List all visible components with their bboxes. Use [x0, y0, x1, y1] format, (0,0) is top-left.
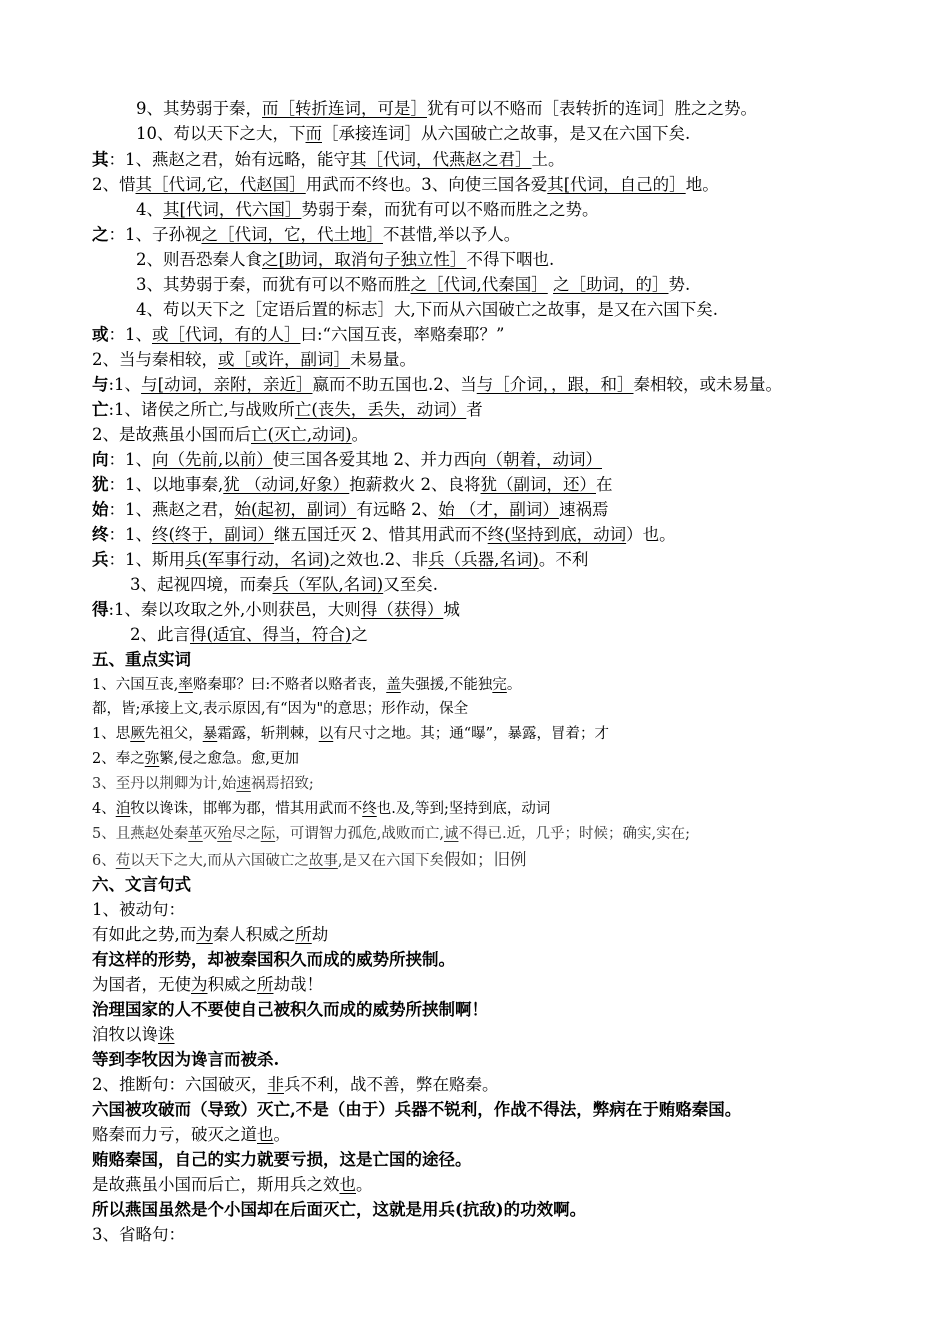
- text-segment: 祸焉招致;: [250, 776, 314, 792]
- text-segment: 灭: [202, 826, 218, 842]
- text-segment: 不甚惜,举以予人。: [383, 225, 521, 244]
- keyword-label: 得: [92, 600, 109, 619]
- annotated-term: 其［代词，代燕赵之君］: [350, 150, 532, 169]
- text-line: [136, 126, 690, 143]
- text-segment: 五、重点实词: [92, 650, 191, 669]
- annotated-term: 为: [191, 975, 208, 994]
- text-line: [92, 1027, 175, 1044]
- annotated-term: 也: [257, 1125, 274, 1144]
- text-segment: 嬴而不助五国也.2、当: [312, 375, 477, 394]
- text-segment: 使三国各爱其地 2、并力西: [272, 450, 470, 469]
- text-line: [92, 352, 416, 369]
- text-segment: 以天下之大,而从六国破亡之: [130, 853, 309, 869]
- text-line: [92, 1002, 488, 1019]
- text-segment: ）也。: [626, 525, 676, 544]
- text-segment: 曰:“六国互丧，率赂秦耶？”: [300, 325, 505, 344]
- text-line: [92, 752, 299, 767]
- annotated-term: 也: [339, 1175, 356, 1194]
- annotated-term: 际: [260, 826, 276, 842]
- text-segment: 4、苟以天下之［定语后置的标志］大,下而从六国破亡之故事，是又在六国下矣.: [136, 300, 718, 319]
- text-segment: 6、: [92, 853, 116, 869]
- annotated-term: 向（朝着，动词）: [470, 450, 602, 469]
- annotated-term: 之［代词，它，代土地］: [201, 225, 383, 244]
- text-segment: 劫: [311, 925, 329, 944]
- annotated-term: 之［助词，的］: [553, 275, 669, 294]
- text-segment: ：1、斯用: [108, 550, 185, 569]
- text-segment: 六国被攻破而（导致）灭亡,不是（由于）兵器不锐利，作战不得法，弊病在于贿赂秦国。: [92, 1100, 742, 1119]
- annotated-term: 得（获得）: [360, 600, 444, 619]
- annotated-term: 盖: [386, 677, 401, 693]
- text-segment: 洎牧以谗: [92, 1025, 158, 1044]
- keyword-label: 之: [92, 225, 109, 244]
- keyword-label: 犹: [92, 475, 109, 494]
- annotated-term: 或［代词，有的人］: [152, 325, 301, 344]
- text-segment: 有远略 2、: [356, 500, 439, 519]
- text-segment: 赂秦耶？曰:不赂者以赂者丧，: [192, 677, 387, 693]
- text-segment: 犹有可以不赂而［表转折的连词］胜之之势。: [427, 99, 757, 118]
- keyword-label: 或: [92, 325, 109, 344]
- keyword-label: 与: [92, 375, 109, 394]
- text-segment: ,是又在六国下矣: [337, 853, 444, 869]
- text-segment: :1、: [108, 375, 142, 394]
- annotated-term: 暴: [202, 726, 218, 742]
- text-segment: 城: [443, 600, 460, 619]
- text-segment: 等到李牧因为谗言而被杀.: [92, 1050, 280, 1069]
- annotated-term: 犹（副词，还）: [480, 475, 596, 494]
- text-segment: 3、其势弱于秦，而犹有可以不赂而胜: [136, 275, 411, 294]
- annotated-term: 率: [178, 677, 193, 693]
- keyword-label: 亡: [92, 400, 109, 419]
- text-line: [92, 678, 521, 693]
- text-segment: 繁,侵之愈急。愈,更加: [159, 751, 299, 767]
- text-segment: 兵不利，战不善，弊在赂秦。: [284, 1075, 499, 1094]
- text-line: [92, 977, 323, 994]
- text-line: [92, 927, 328, 944]
- text-segment: ，可谓智力孤危,战败而亡,: [275, 826, 444, 842]
- keyword-label: 其: [92, 150, 109, 169]
- text-segment: 土。: [531, 150, 565, 169]
- annotated-term: 始(起初，副词）: [234, 500, 357, 519]
- text-segment: :1、秦以攻取之外,小则获邑，大则: [108, 600, 361, 619]
- annotated-term: 终(坚持到底，动词: [487, 525, 627, 544]
- annotated-term: 向（先前,以前）: [152, 450, 273, 469]
- text-segment: 秦相较，或未易量。: [633, 375, 782, 394]
- keyword-label: 兵: [92, 550, 109, 569]
- text-segment: 尽之: [231, 826, 261, 842]
- annotated-term: 殆: [217, 826, 232, 842]
- text-segment: 1、六国互丧,: [92, 677, 179, 693]
- text-segment: 不得下咽也.: [466, 250, 555, 269]
- annotated-term: 其[代词，自己的］: [547, 175, 686, 194]
- text-segment: ：1、: [108, 450, 152, 469]
- text-segment: :1、诸侯之所亡,与战败所: [108, 400, 295, 419]
- annotated-term: 之［代词,代秦国］: [410, 275, 548, 294]
- text-segment: 2、惜: [92, 175, 136, 194]
- text-segment: 所以燕国虽然是个小国却在后面灭亡，这就是用兵(抗敌)的功效啊。: [92, 1200, 587, 1219]
- annotated-term: 非: [267, 1075, 284, 1094]
- text-segment: 2、当与秦相较，: [92, 350, 218, 369]
- text-segment: 贿赂秦国，自己的实力就要亏损，这是亡国的途径。: [92, 1150, 472, 1169]
- text-line: [92, 802, 550, 817]
- text-line: [92, 1052, 279, 1069]
- text-segment: 1、被动句：: [92, 900, 185, 919]
- text-segment: 霜露，斩荆棘，: [217, 726, 319, 742]
- annotated-term: 完: [492, 677, 507, 693]
- text-segment: 2、奉之: [92, 751, 145, 767]
- keyword-label: 始: [92, 500, 109, 519]
- text-segment: 。: [351, 425, 369, 444]
- text-line: [92, 327, 504, 344]
- text-line: [92, 602, 460, 619]
- text-segment: 者: [466, 400, 483, 419]
- text-segment: 六、文言句式: [92, 875, 191, 894]
- annotated-term: 为: [196, 925, 213, 944]
- keyword-label: 终: [92, 525, 109, 544]
- text-line: [92, 852, 526, 869]
- text-segment: 9、其势弱于秦，: [136, 99, 262, 118]
- annotated-term: 犹 （动词,好象）: [223, 475, 350, 494]
- keyword-label: 向: [92, 450, 109, 469]
- text-line: [92, 527, 676, 544]
- text-line: [92, 1227, 185, 1244]
- text-line: [136, 202, 598, 219]
- text-segment: ：1、: [108, 325, 152, 344]
- annotated-term: 兵（军队,名词): [272, 575, 384, 594]
- text-segment: 2、是故燕虽小国而后: [92, 425, 251, 444]
- text-segment: 秦人积威之: [212, 925, 296, 944]
- text-segment: 又至矣.: [383, 575, 438, 594]
- annotated-term: 终: [362, 801, 377, 817]
- text-line: [92, 952, 455, 969]
- annotated-term: 而［转折连词，可是］: [262, 99, 427, 118]
- annotated-term: 以: [318, 726, 334, 742]
- text-segment: 是故燕虽小国而后亡，斯用兵之效: [92, 1175, 340, 1194]
- text-segment: 3、起视四境，而秦: [130, 575, 273, 594]
- text-segment: 不得已.近，几乎；时候；确实,实在;: [458, 826, 691, 842]
- text-segment: 。: [506, 677, 522, 693]
- text-segment: ：1、子孙视: [108, 225, 202, 244]
- text-line: [92, 402, 483, 419]
- text-segment: 失强援,不能独: [400, 677, 493, 693]
- text-segment: ：1、以地事秦,: [108, 475, 224, 494]
- text-line: [92, 1077, 499, 1094]
- text-segment: 5、且燕赵处秦: [92, 826, 189, 842]
- text-segment: 3、省略句：: [92, 1225, 185, 1244]
- text-segment: 2、推断句：六国破灭，: [92, 1075, 268, 1094]
- text-segment: 3、至丹以荆卿为计,始: [92, 776, 237, 792]
- annotated-term: 始 （才，副词）: [438, 500, 559, 519]
- text-segment: 为国者，无使: [92, 975, 191, 994]
- text-line: [92, 452, 602, 469]
- annotated-term: 或［或许，副词］: [218, 350, 350, 369]
- text-line: [136, 101, 757, 118]
- text-segment: 10、苟以天下之大，下: [136, 124, 306, 143]
- text-line: [92, 377, 782, 394]
- annotated-term: 其［代词,它，代赵国］: [135, 175, 306, 194]
- annotated-term: 厥: [130, 726, 145, 742]
- text-segment: ：1、燕赵之君，始有远略，能守: [108, 150, 350, 169]
- text-segment: 也.及,等到;坚持到底，动词: [376, 801, 551, 817]
- text-line: [92, 502, 608, 519]
- text-line: [130, 577, 438, 594]
- text-segment: 都，皆;承接上文,表示原因,有“因为"的意思；形作动，保全: [92, 701, 469, 717]
- text-line: [92, 1102, 741, 1119]
- text-segment: 先祖父，: [144, 726, 203, 742]
- text-line: [92, 1202, 586, 1219]
- text-segment: 4、: [136, 200, 163, 219]
- section-heading: [92, 877, 191, 894]
- text-segment: 4、: [92, 801, 116, 817]
- annotated-term: 诚: [443, 826, 459, 842]
- text-line: [92, 177, 719, 194]
- text-segment: 。: [356, 1175, 373, 1194]
- text-line: [92, 827, 690, 842]
- text-segment: 有这样的形势，却被秦国积久而成的威势所挟制。: [92, 950, 455, 969]
- text-segment: 1、思: [92, 726, 131, 742]
- annotated-term: 所: [295, 925, 312, 944]
- annotated-term: 兵（兵器,名词): [428, 550, 539, 569]
- text-segment: ：1、燕赵之君，: [108, 500, 235, 519]
- text-line: [92, 477, 613, 494]
- text-segment: 继五国迁灭 2、惜其用武而不: [273, 525, 488, 544]
- text-line: [92, 552, 588, 569]
- annotated-term: 兵(军事行动，名词): [185, 550, 330, 569]
- text-segment: ［承接连词］从六国破亡之故事，是又在六国下矣.: [322, 124, 691, 143]
- section-heading: [92, 652, 191, 669]
- annotated-term: 亡(丧失，丢失，动词）: [294, 400, 467, 419]
- text-line: [92, 902, 185, 919]
- annotated-term: 终(终于，副词）: [152, 525, 274, 544]
- text-line: [92, 777, 314, 792]
- text-segment: 2、则吾恐秦人食: [136, 250, 262, 269]
- text-segment: 之: [351, 625, 368, 644]
- text-segment: 未易量。: [350, 350, 416, 369]
- text-segment: 地。: [685, 175, 719, 194]
- annotated-term: 而: [305, 124, 322, 143]
- text-line: [92, 1177, 373, 1194]
- text-line: [92, 1152, 472, 1169]
- annotated-term: 故事: [308, 853, 338, 869]
- text-segment: 在: [596, 475, 613, 494]
- text-segment: 速祸焉: [558, 500, 609, 519]
- text-line: [92, 1127, 290, 1144]
- text-segment: 。: [273, 1125, 290, 1144]
- annotated-term: 亡(灭亡,动词): [251, 425, 352, 444]
- text-line: [92, 427, 368, 444]
- text-line: [92, 727, 609, 742]
- text-line: [136, 302, 718, 319]
- text-segment: 之效也.2、非: [329, 550, 429, 569]
- annotated-term: 其[代词，代六国］: [163, 200, 302, 219]
- text-segment: 牧以谗诛，邯郸为郡，惜其用武而不: [130, 801, 363, 817]
- text-line: [136, 252, 554, 269]
- annotated-term: 得(适宜、得当，符合): [190, 625, 352, 644]
- text-segment: ：1、: [108, 525, 152, 544]
- text-segment: 2、此言: [130, 625, 190, 644]
- text-line: [136, 277, 690, 294]
- annotated-term: 苟: [115, 853, 131, 869]
- annotated-term: 弥: [144, 751, 160, 767]
- text-segment: 有尺寸之地。其；通“曝”，暴露，冒着；才: [333, 726, 610, 742]
- annotated-term: 与［介词，，跟，和］: [476, 375, 634, 394]
- annotated-term: 诛: [158, 1025, 175, 1044]
- text-segment: 劫哉！: [273, 975, 323, 994]
- text-segment: 抱薪救火 2、良将: [349, 475, 481, 494]
- annotated-term: 所: [257, 975, 274, 994]
- text-line: [130, 627, 368, 644]
- text-segment: 有如此之势,而: [92, 925, 197, 944]
- annotated-term: 之[助词，取消句子独立性］: [262, 250, 467, 269]
- text-line: [92, 227, 520, 244]
- text-segment: 治理国家的人不要使自己被积久而成的威势所挟制啊！: [92, 1000, 488, 1019]
- text-line: [92, 702, 468, 717]
- text-segment: 赂秦而力亏，破灭之道: [92, 1125, 257, 1144]
- text-segment: 积威之: [207, 975, 257, 994]
- annotated-term: 革: [188, 826, 203, 842]
- annotated-term: 速: [236, 776, 251, 792]
- text-segment: 势弱于秦，而犹有可以不赂而胜之之势。: [301, 200, 599, 219]
- text-line: [92, 152, 565, 169]
- annotated-term: 洎: [115, 801, 131, 817]
- text-segment: 假如；旧例: [443, 850, 527, 869]
- text-segment: 。不利: [538, 550, 589, 569]
- annotated-term: 与[动词，亲附，亲近］: [141, 375, 313, 394]
- text-segment: 用武而不终也。3、向使三国各爱: [305, 175, 548, 194]
- text-segment: 势.: [668, 275, 691, 294]
